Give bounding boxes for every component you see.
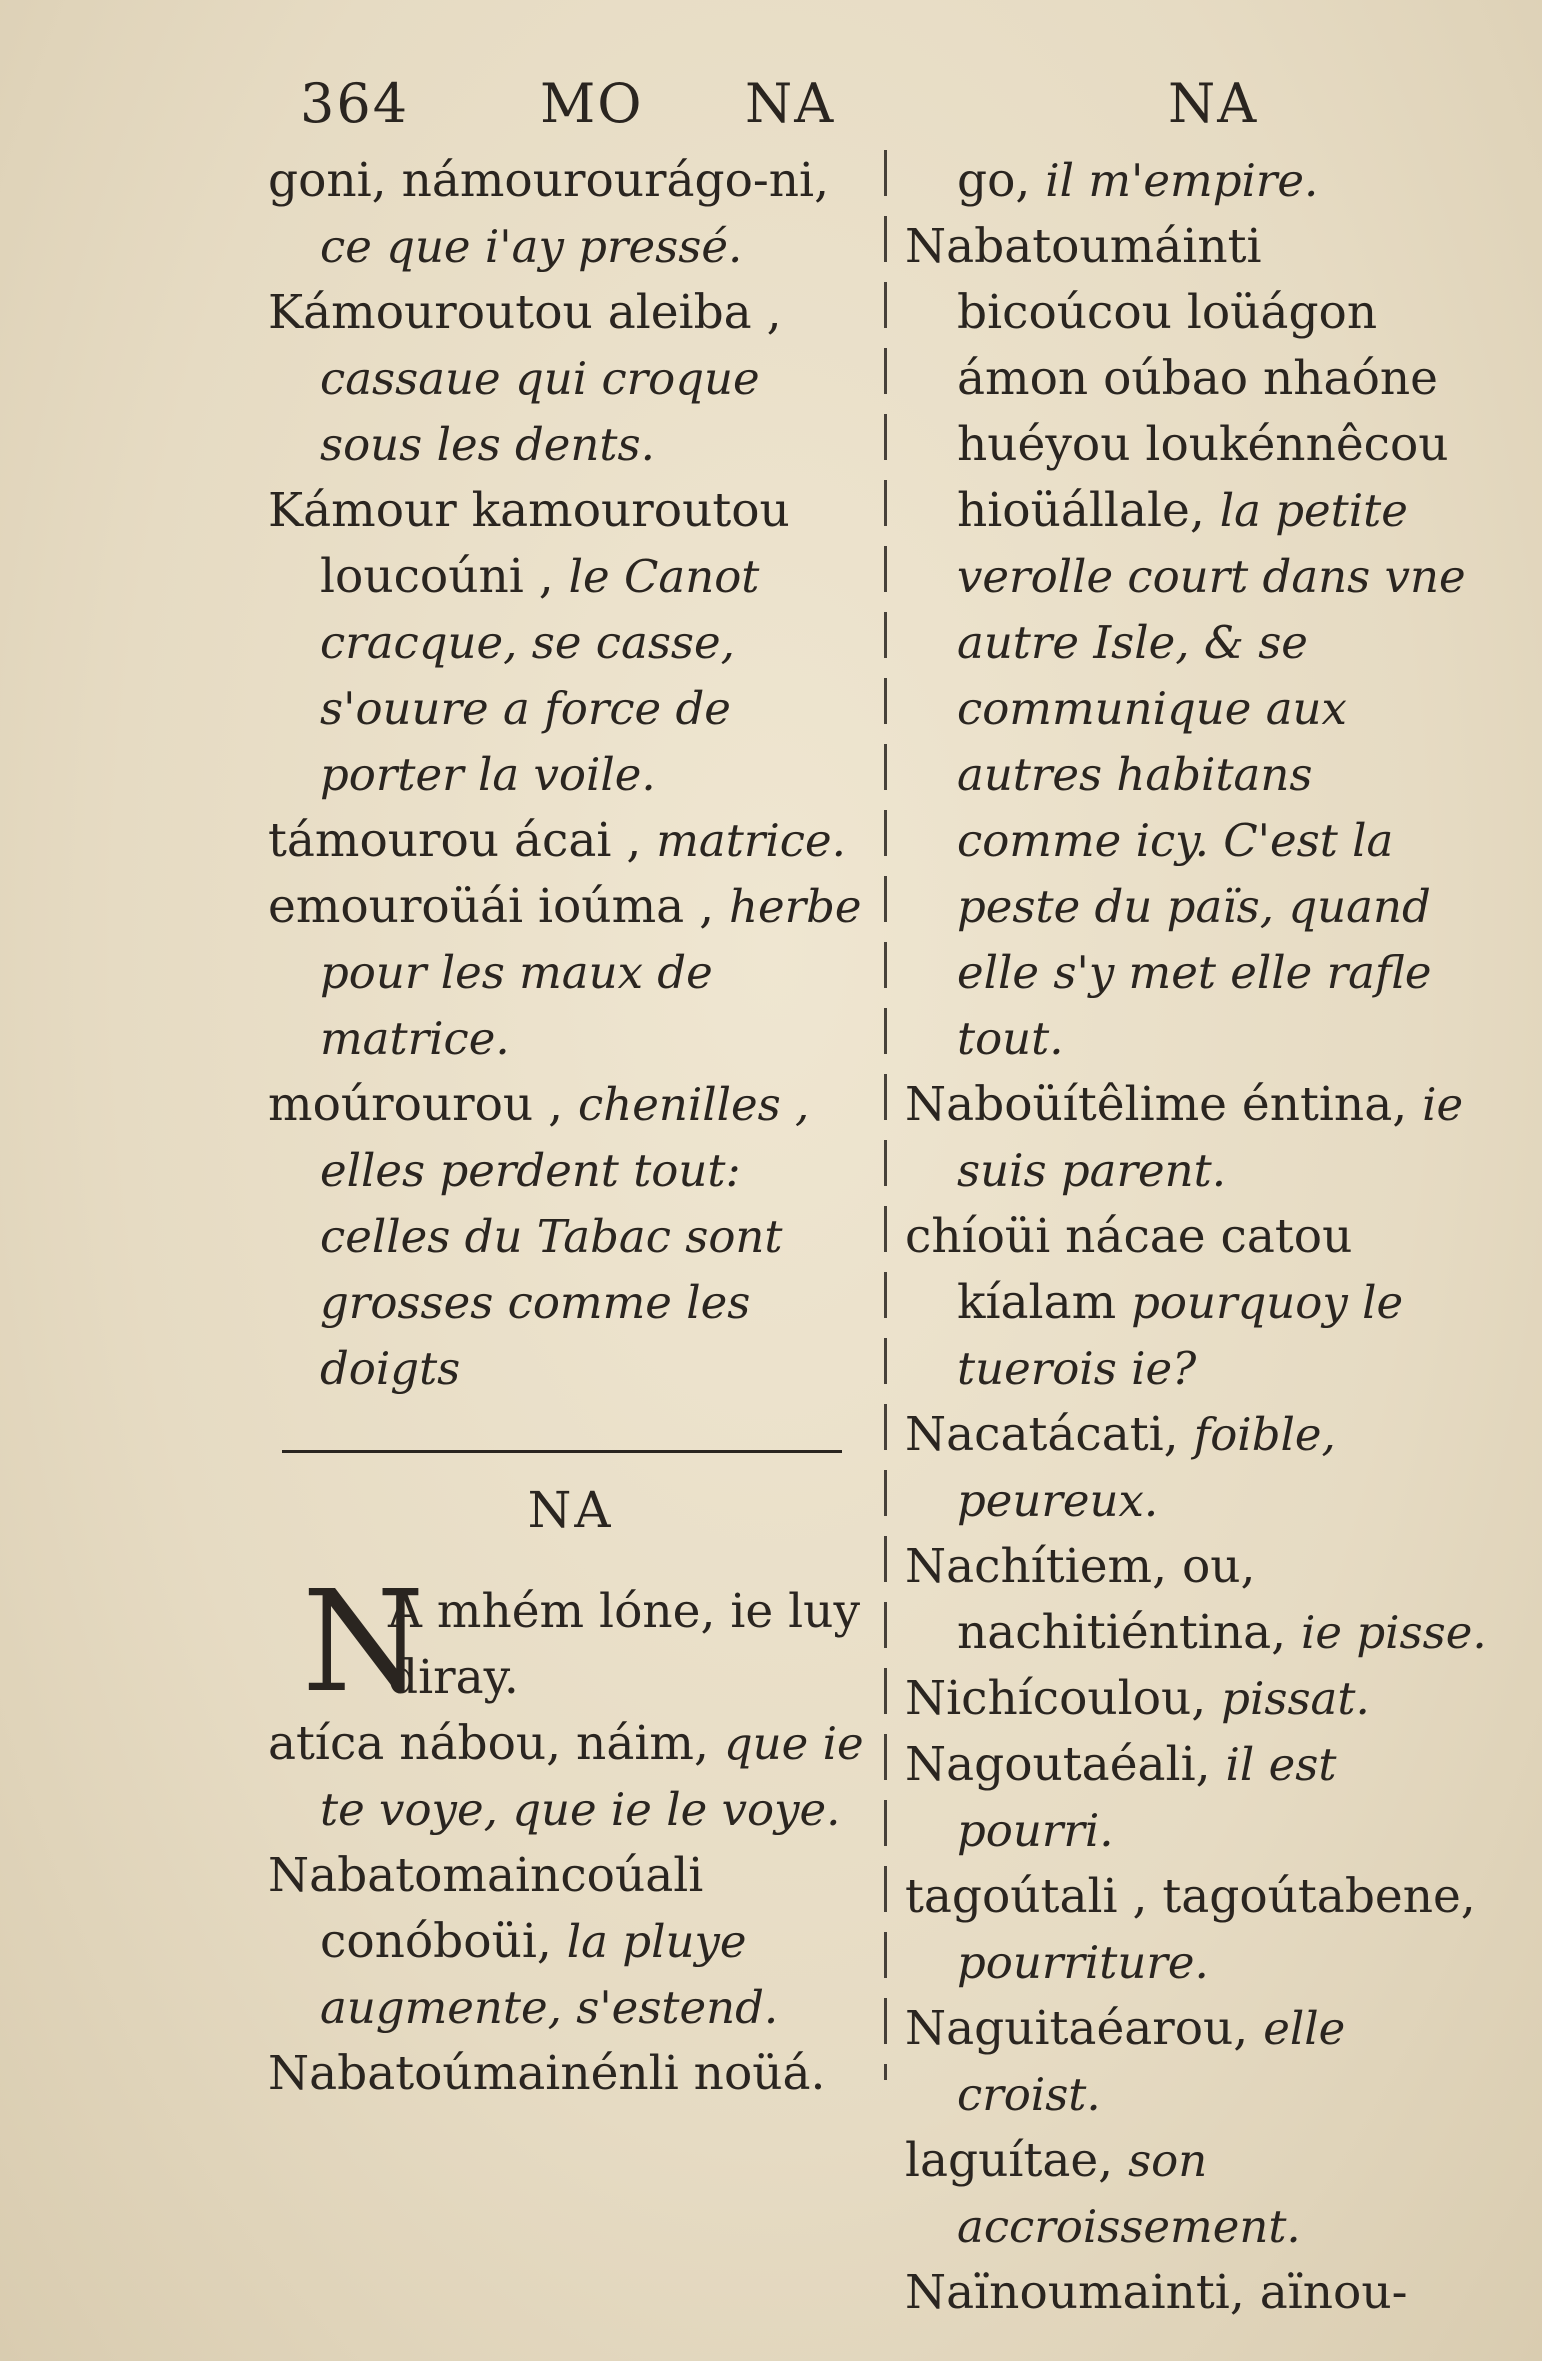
- definition: le Canot cracque, se casse, s'ouure a force de porter la voile.: [320, 550, 760, 801]
- entry: [905, 1864, 1490, 1996]
- headword: Nabatoumáinti bicoúcou loüágon ámon oúbao nhaóne huéyou loukénnêcou hioüállale,: [905, 219, 1449, 538]
- left-running-head-1: MO: [540, 72, 644, 135]
- definition: matrice.: [656, 814, 846, 867]
- column-divider: [884, 150, 887, 2080]
- right-running-head: NA: [1168, 72, 1259, 135]
- entry: [905, 1534, 1490, 1666]
- running-header: [0, 72, 1542, 142]
- definition: il m'empire.: [1045, 154, 1319, 207]
- entry: [268, 808, 873, 874]
- page-number: 364: [300, 72, 410, 135]
- entry: [905, 1204, 1490, 1402]
- entry: [905, 1996, 1490, 2128]
- headword: Nachítiem, ou, nachitiéntina,: [905, 1539, 1287, 1660]
- drop-cap: N: [302, 1561, 425, 1724]
- entry: [905, 1402, 1490, 1534]
- entry: [268, 148, 873, 280]
- definition: pourriture.: [957, 1936, 1209, 1989]
- entry: [268, 478, 873, 808]
- headword: moúrourou ,: [268, 1077, 564, 1132]
- entry: [905, 214, 1490, 1072]
- entry: [268, 1843, 873, 2041]
- definition: que ie te voye, que ie le voye.: [320, 1717, 864, 1836]
- headword: Nagoutaéali,: [905, 1737, 1211, 1792]
- definition: pourquoy le tuerois ie?: [957, 1276, 1404, 1395]
- entry: [268, 1561, 873, 1724]
- definition: ie suis parent.: [957, 1078, 1464, 1197]
- section-rule: [282, 1450, 842, 1453]
- definition: il est pourri.: [957, 1738, 1337, 1857]
- definition: foible, peureux.: [957, 1408, 1336, 1527]
- headword: Kámouroutou aleiba ,: [268, 285, 782, 340]
- headword: Nabatoúmainénli noüá.: [268, 2046, 826, 2101]
- headword: chíoüi nácae catou kíalam: [905, 1209, 1353, 1330]
- definition: chenilles , elles perdent tout: celles du Tabac sont grosses comme les doigts: [320, 1078, 810, 1395]
- definition: elle croist.: [957, 2002, 1346, 2121]
- definition: ie pisse.: [1301, 1606, 1487, 1659]
- headword: laguítae,: [905, 2133, 1114, 2188]
- entry: [268, 2041, 873, 2107]
- left-running-head-2: NA: [745, 72, 836, 135]
- definition: pissat.: [1221, 1672, 1370, 1725]
- entry: [905, 1072, 1490, 1204]
- headword: Naïnoumainti, aïnou-: [905, 2265, 1408, 2320]
- entry: [905, 2260, 1490, 2326]
- definition: ie luy diray.: [388, 1584, 860, 1705]
- definition: herbe pour les maux de matrice.: [320, 880, 862, 1065]
- entry: [905, 1732, 1490, 1864]
- headword: Nabatomaincoúali conóboüi,: [268, 1848, 704, 1969]
- definition: son accroissement.: [957, 2134, 1301, 2253]
- entry-continuation: [905, 148, 1490, 214]
- headword: goni, námourourágo-ni,: [268, 153, 830, 208]
- headword: atíca nábou, náim,: [268, 1716, 709, 1771]
- definition: cassaue qui croque sous les dents.: [320, 352, 760, 471]
- headword: go,: [957, 153, 1031, 208]
- headword: Nacatácati,: [905, 1407, 1179, 1462]
- headword: támourou ácai ,: [268, 813, 642, 868]
- headword: emouroüái ioúma ,: [268, 879, 715, 934]
- definition: la pluye augmente, s'estend.: [320, 1915, 779, 2034]
- entry: [268, 1072, 873, 1402]
- headword: Naboüítêlime éntina,: [905, 1077, 1408, 1132]
- entry: [905, 1666, 1490, 1732]
- headword: tagoútali , tagoútabene,: [905, 1869, 1476, 1924]
- entry: [268, 874, 873, 1072]
- section-heading: NA: [527, 1481, 614, 1539]
- definition: la petite verolle court dans vne autre Isle, & se communique aux autres habitans comme icy. C'est la peste du païs, quand elle s'y met elle rafle tout.: [957, 484, 1466, 1065]
- headword: Nichícoulou,: [905, 1671, 1207, 1726]
- headword: Kámour kamouroutou loucoúni ,: [268, 483, 790, 604]
- left-column: [268, 148, 873, 2107]
- entry: [905, 2128, 1490, 2260]
- right-column: [905, 148, 1490, 2326]
- headword: A mhém lóne,: [388, 1584, 716, 1639]
- definition: ce que i'ay pressé.: [320, 220, 743, 273]
- entry: [268, 280, 873, 478]
- entry: [268, 1711, 873, 1843]
- headword: Naguitaéarou,: [905, 2001, 1249, 2056]
